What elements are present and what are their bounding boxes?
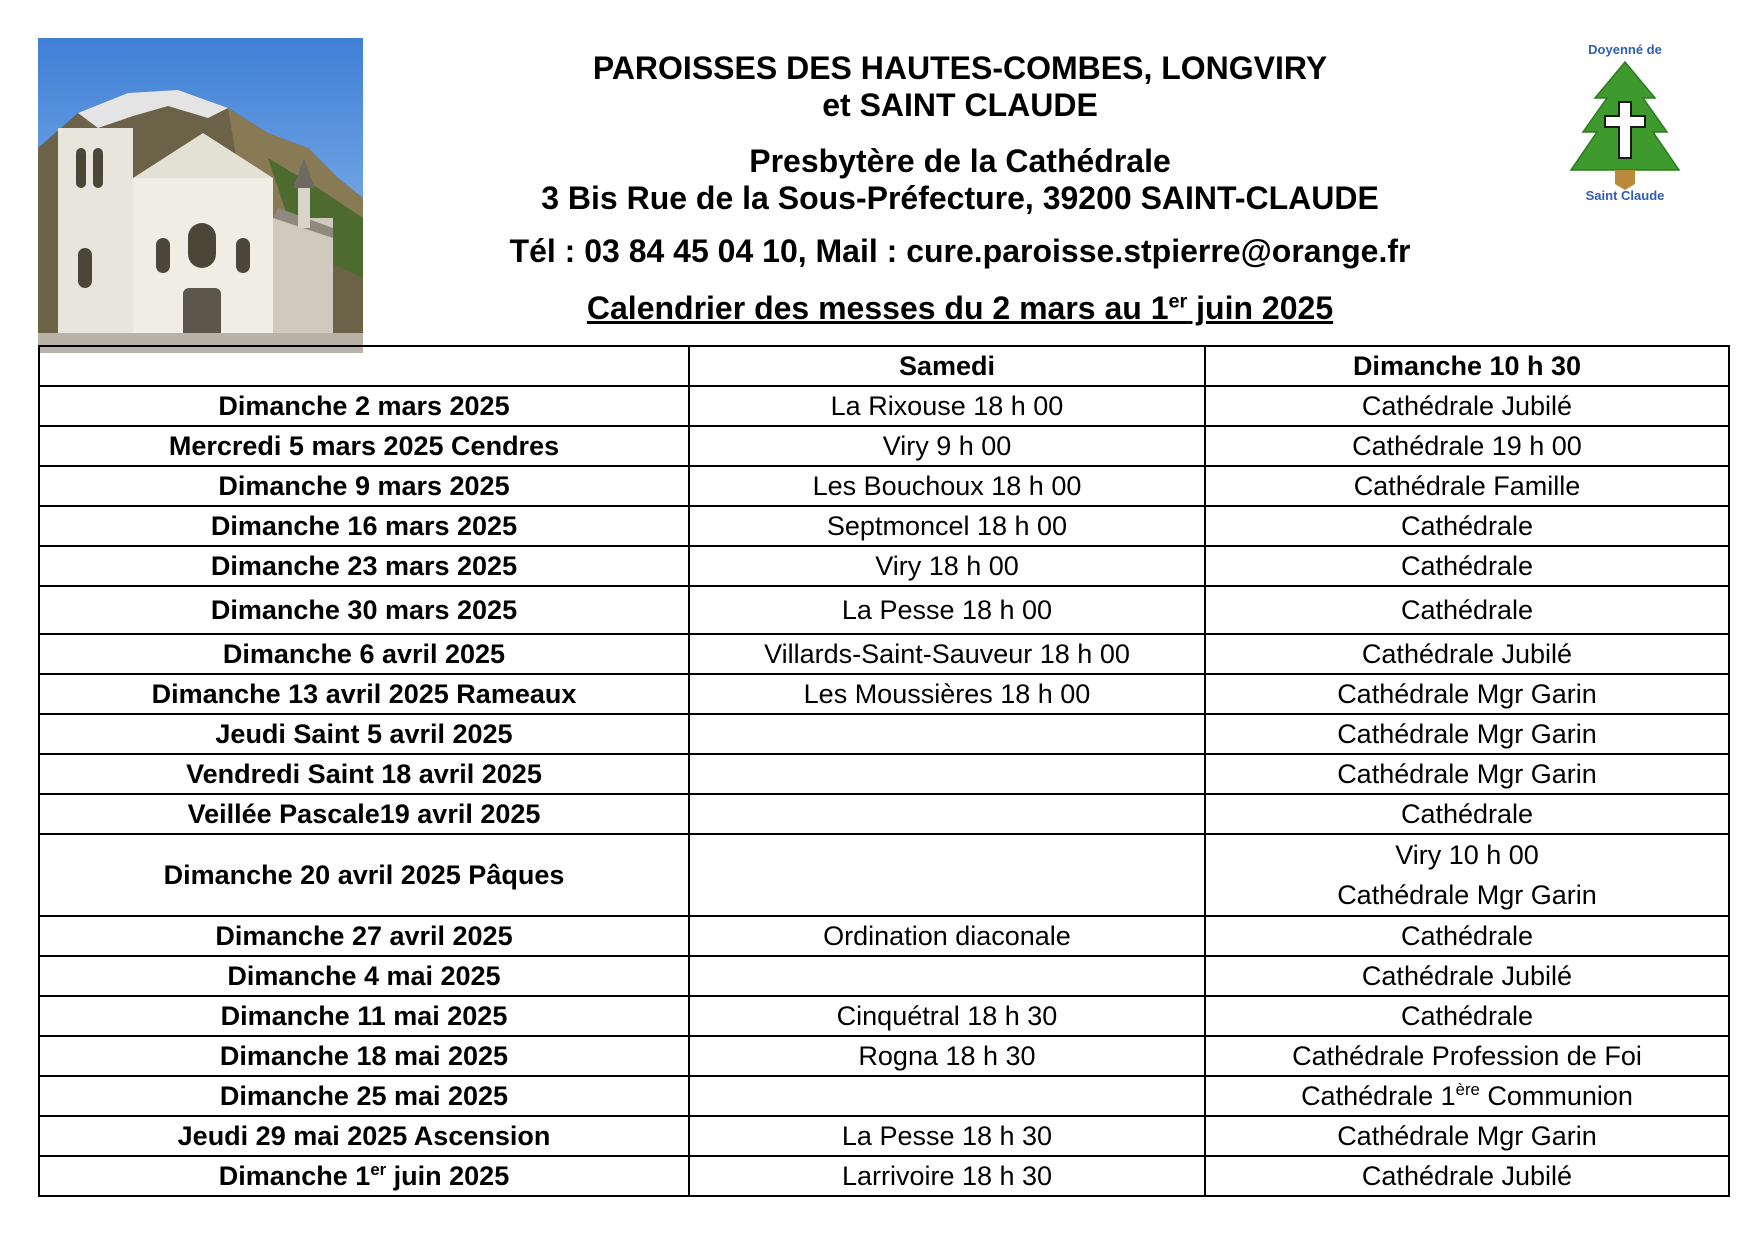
table-row bbox=[39, 754, 1729, 794]
row-dimanche: Cathédrale Mgr Garin bbox=[1205, 754, 1729, 794]
row-day: Dimanche 16 mars 2025 bbox=[39, 506, 689, 546]
row-samedi bbox=[689, 1076, 1205, 1116]
row-day: Dimanche 23 mars 2025 bbox=[39, 546, 689, 586]
row-samedi: Villards-Saint-Sauveur 18 h 00 bbox=[689, 634, 1205, 674]
row-day: Dimanche 2 mars 2025 bbox=[39, 386, 689, 426]
row-samedi: Ordination diaconale bbox=[689, 916, 1205, 956]
header-dimanche: Dimanche 10 h 30 bbox=[1205, 346, 1729, 386]
row-samedi bbox=[689, 714, 1205, 754]
row-dimanche: Cathédrale bbox=[1205, 794, 1729, 834]
row-day: Dimanche 18 mai 2025 bbox=[39, 1036, 689, 1076]
row-samedi bbox=[689, 956, 1205, 996]
row-samedi bbox=[689, 754, 1205, 794]
row-samedi: La Pesse 18 h 30 bbox=[689, 1116, 1205, 1156]
row-day: Dimanche 13 avril 2025 Rameaux bbox=[39, 674, 689, 714]
title-line-1: PAROISSES DES HAUTES-COMBES, LONGVIRY bbox=[592, 50, 1328, 86]
table-row bbox=[39, 546, 1729, 586]
title-line-2: et SAINT CLAUDE bbox=[822, 87, 1098, 123]
row-samedi: La Pesse 18 h 00 bbox=[689, 586, 1205, 634]
table-header-row bbox=[39, 346, 1729, 386]
row-day: Dimanche 11 mai 2025 bbox=[39, 996, 689, 1036]
row-samedi: Larrivoire 18 h 30 bbox=[689, 1156, 1205, 1196]
table-row bbox=[39, 634, 1729, 674]
row-dimanche: Cathédrale Profession de Foi bbox=[1205, 1036, 1729, 1076]
parish-title bbox=[420, 50, 1500, 124]
presbytere-address: 3 Bis Rue de la Sous-Préfecture, 39200 SAINT-CLAUDE bbox=[541, 180, 1379, 216]
table-row bbox=[39, 426, 1729, 466]
row-day: Dimanche 20 avril 2025 Pâques bbox=[39, 834, 689, 916]
row-samedi: Cinquétral 18 h 30 bbox=[689, 996, 1205, 1036]
table-row bbox=[39, 1156, 1729, 1196]
contact-line: Tél : 03 84 45 04 10, Mail : cure.paroisse.stpierre@orange.fr bbox=[509, 233, 1411, 269]
row-dimanche: Cathédrale Jubilé bbox=[1205, 956, 1729, 996]
mass-schedule-table bbox=[38, 345, 1730, 1197]
row-dimanche-line2: Cathédrale Mgr Garin bbox=[1337, 880, 1597, 910]
row-day: Dimanche 9 mars 2025 bbox=[39, 466, 689, 506]
table-row bbox=[39, 1076, 1729, 1116]
row-dimanche: Cathédrale bbox=[1205, 996, 1729, 1036]
table-row bbox=[39, 386, 1729, 426]
row-dimanche: Cathédrale bbox=[1205, 586, 1729, 634]
row-dimanche: Cathédrale bbox=[1205, 546, 1729, 586]
row-dimanche: Cathédrale bbox=[1205, 506, 1729, 546]
row-dimanche: Cathédrale Mgr Garin bbox=[1205, 1116, 1729, 1156]
table-row bbox=[39, 916, 1729, 956]
row-samedi: Viry 18 h 00 bbox=[689, 546, 1205, 586]
cathedral-photo bbox=[38, 38, 363, 353]
presbytere-name: Presbytère de la Cathédrale bbox=[749, 143, 1171, 179]
table-row bbox=[39, 714, 1729, 754]
row-samedi bbox=[689, 794, 1205, 834]
row-day: Dimanche 1er juin 2025 bbox=[39, 1156, 689, 1196]
row-dimanche: Cathédrale Famille bbox=[1205, 466, 1729, 506]
row-dimanche-line1: Viry 10 h 00 bbox=[1395, 840, 1539, 870]
row-samedi: Les Bouchoux 18 h 00 bbox=[689, 466, 1205, 506]
row-samedi: Viry 9 h 00 bbox=[689, 426, 1205, 466]
calendar-title: Calendrier des messes du 2 mars au 1er juin 2025 bbox=[586, 290, 1334, 326]
row-day: Dimanche 4 mai 2025 bbox=[39, 956, 689, 996]
row-dimanche: Cathédrale 1ère Communion bbox=[1205, 1076, 1729, 1116]
header-day bbox=[39, 346, 689, 386]
table-row bbox=[39, 996, 1729, 1036]
row-day: Dimanche 30 mars 2025 bbox=[39, 586, 689, 634]
table-row bbox=[39, 1036, 1729, 1076]
row-samedi: Septmoncel 18 h 00 bbox=[689, 506, 1205, 546]
row-dimanche: Cathédrale Mgr Garin bbox=[1205, 714, 1729, 754]
row-dimanche: Cathédrale Jubilé bbox=[1205, 634, 1729, 674]
row-day: Mercredi 5 mars 2025 Cendres bbox=[39, 426, 689, 466]
table-row bbox=[39, 586, 1729, 634]
table-row bbox=[39, 466, 1729, 506]
doyenne-logo bbox=[1563, 40, 1687, 205]
row-dimanche: Cathédrale bbox=[1205, 916, 1729, 956]
row-dimanche: Cathédrale 19 h 00 bbox=[1205, 426, 1729, 466]
table-row bbox=[39, 1116, 1729, 1156]
row-day: Dimanche 6 avril 2025 bbox=[39, 634, 689, 674]
table-row bbox=[39, 794, 1729, 834]
table-row bbox=[39, 834, 1729, 916]
row-dimanche: Cathédrale Mgr Garin bbox=[1205, 674, 1729, 714]
row-day: Vendredi Saint 18 avril 2025 bbox=[39, 754, 689, 794]
presbytere-block bbox=[420, 143, 1500, 217]
row-day: Jeudi 29 mai 2025 Ascension bbox=[39, 1116, 689, 1156]
table-row bbox=[39, 674, 1729, 714]
logo-text-bottom: Saint Claude bbox=[1585, 188, 1665, 203]
logo-text-top: Doyenné de bbox=[1588, 42, 1662, 57]
row-samedi: Rogna 18 h 30 bbox=[689, 1036, 1205, 1076]
row-day: Veillée Pascale19 avril 2025 bbox=[39, 794, 689, 834]
row-samedi: La Rixouse 18 h 00 bbox=[689, 386, 1205, 426]
row-samedi: Les Moussières 18 h 00 bbox=[689, 674, 1205, 714]
row-dimanche: Cathédrale Jubilé bbox=[1205, 1156, 1729, 1196]
row-samedi bbox=[689, 834, 1205, 916]
header-samedi: Samedi bbox=[689, 346, 1205, 386]
table-row bbox=[39, 506, 1729, 546]
row-day: Dimanche 27 avril 2025 bbox=[39, 916, 689, 956]
row-dimanche bbox=[1205, 834, 1729, 916]
table-row bbox=[39, 956, 1729, 996]
row-day: Dimanche 25 mai 2025 bbox=[39, 1076, 689, 1116]
row-dimanche: Cathédrale Jubilé bbox=[1205, 386, 1729, 426]
row-day: Jeudi Saint 5 avril 2025 bbox=[39, 714, 689, 754]
